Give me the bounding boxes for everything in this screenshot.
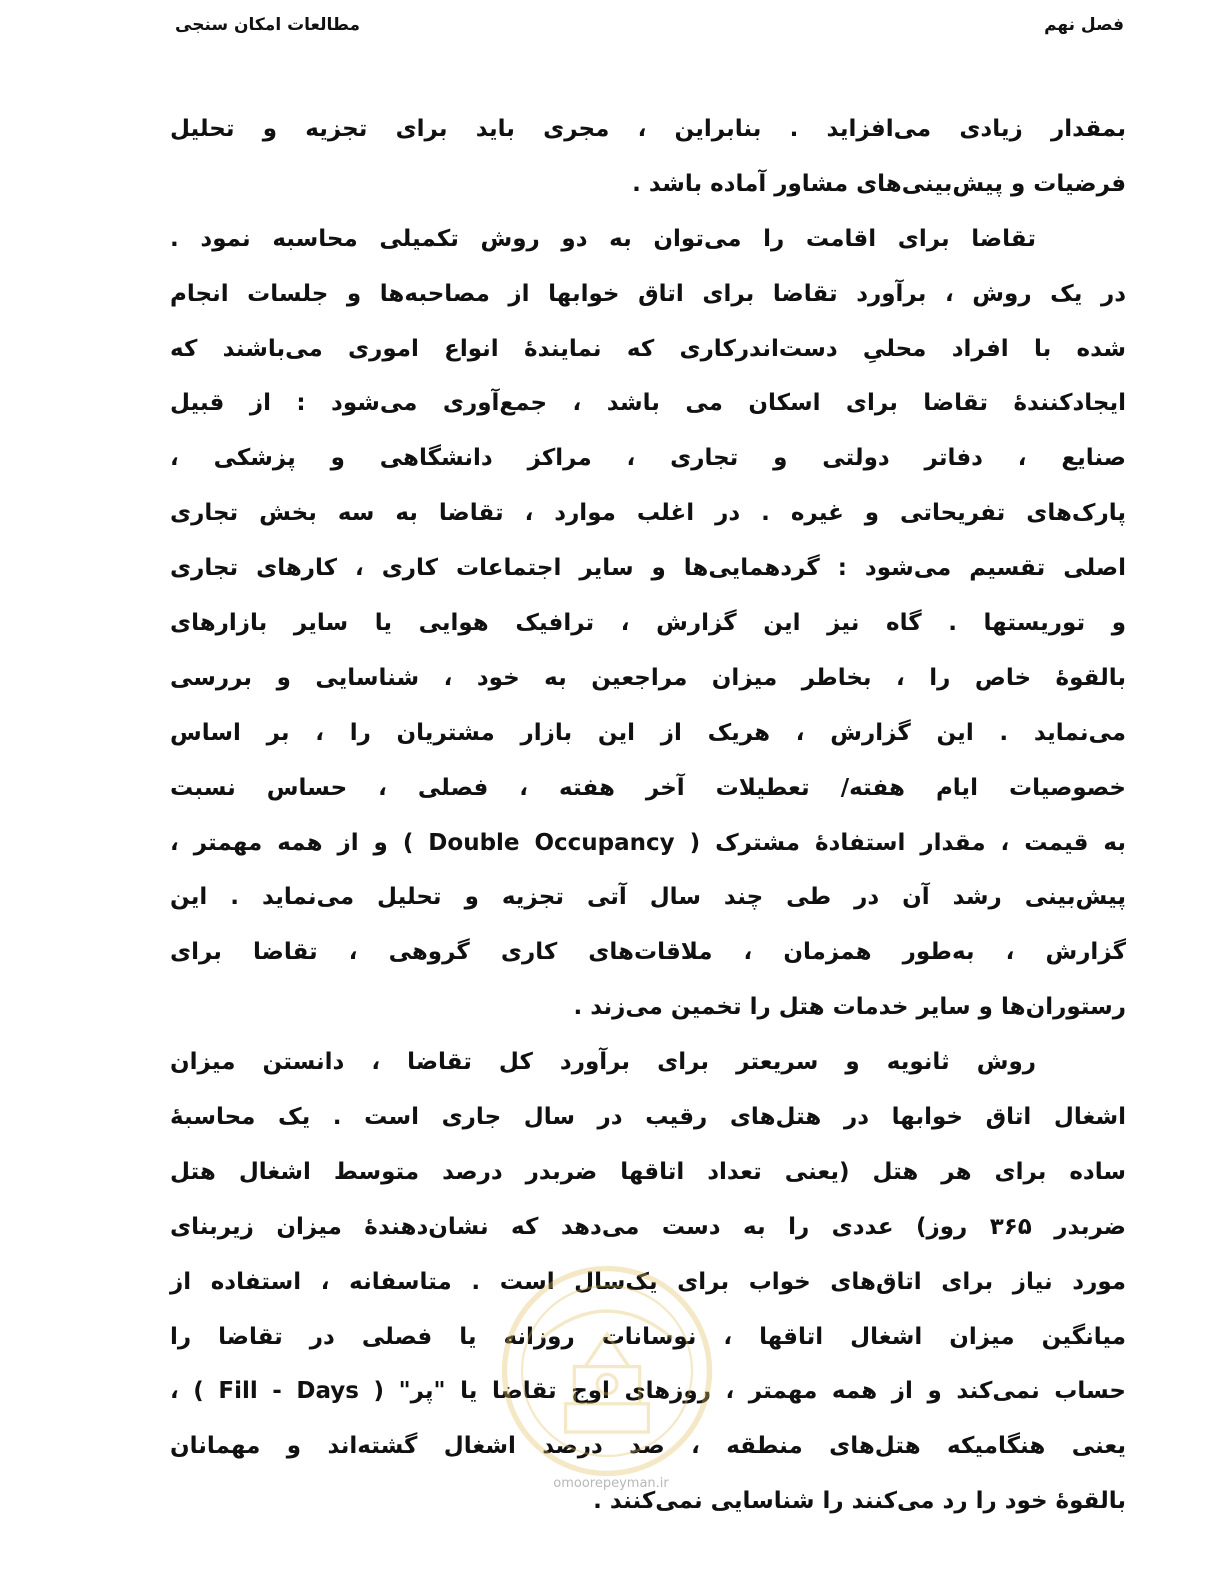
text-line: فرضیات و پیش‌بینی‌های مشاور آماده باشد . bbox=[632, 170, 1126, 197]
text-line: حساب نمی‌کند و از همه مهمتر ، روزهای اوج تقاضا یا "پر" ( Fill - Days ) ، bbox=[170, 1378, 1126, 1405]
text-line: ضربدر ۳۶۵ روز) عددی را به دست می‌دهد که نشان‌دهندهٔ میزان زیربنای bbox=[170, 1213, 1127, 1240]
text-line: در یک روش ، برآورد تقاضا برای اتاق خوابها از مصاحبه‌ها و جلسات انجام bbox=[170, 280, 1126, 307]
text-line: میانگین میزان اشغال اتاقها ، نوسانات روزانه یا فصلی در تقاضا را bbox=[170, 1323, 1126, 1350]
text-line: صنایع ، دفاتر دولتی و تجاری ، مراکز دانشگاهی و پزشکی ، bbox=[170, 445, 1126, 472]
book-title: مطالعات امکان سنجی bbox=[175, 15, 360, 35]
text-line: ساده برای هر هتل (یعنی تعداد اتاقها ضربدر درصد متوسط اشغال هتل bbox=[170, 1158, 1126, 1185]
text-line: تقاضا برای اقامت را می‌توان به دو روش تکمیلی محاسبه نمود . bbox=[170, 225, 1036, 252]
text-line: خصوصیات ایام هفته/ تعطیلات آخر هفته ، فصلی ، حساس نسبت bbox=[170, 774, 1126, 801]
chapter-title: فصل نهم bbox=[1044, 15, 1124, 35]
text-line: گزارش ، به‌طور همزمان ، ملاقات‌های کاری گروهی ، تقاضا برای bbox=[170, 939, 1126, 966]
watermark-url: omoorepeyman.ir bbox=[553, 1476, 669, 1491]
text-line: رستوران‌ها و سایر خدمات هتل را تخمین می‌زند . bbox=[573, 994, 1126, 1021]
text-line: ایجادکنندهٔ تقاضا برای اسکان می باشد ، جمع‌آوری می‌شود : از قبیل bbox=[170, 390, 1126, 417]
text-line: پارک‌های تفریحاتی و غیره . در اغلب موارد ، تقاضا به سه بخش تجاری bbox=[170, 500, 1126, 527]
text-line: اشغال اتاق خوابها در هتل‌های رقیب در سال جاری است . یک محاسبهٔ bbox=[170, 1104, 1126, 1131]
page-header bbox=[175, 8, 1124, 42]
text-line: بالقوهٔ خاص را ، بخاطر میزان مراجعین به خود ، شناسایی و بررسی bbox=[170, 664, 1126, 691]
text-line: بالقوهٔ خود را رد می‌کنند را شناسایی نمی‌کنند . bbox=[593, 1488, 1126, 1515]
text-line: مورد نیاز برای اتاق‌های خواب برای یک‌سال است . متاسفانه ، استفاده از bbox=[170, 1268, 1126, 1295]
text-line: روش ثانویه و سریعتر برای برآورد کل تقاضا ، دانستن میزان bbox=[170, 1049, 1036, 1076]
text-line: یعنی هنگامیکه هتل‌های منطقه ، صد درصد اشغال گشته‌اند و مهمانان bbox=[170, 1433, 1126, 1460]
text-line: بمقدار زیادی می‌افزاید . بنابراین ، مجری باید برای تجزیه و تحلیل bbox=[170, 116, 1126, 142]
body-text bbox=[170, 102, 1126, 1529]
text-line: می‌نماید . این گزارش ، هریک از این بازار مشتریان را ، بر اساس bbox=[170, 719, 1126, 746]
text-line: اصلی تقسیم می‌شود : گردهمایی‌ها و سایر اجتماعات کاری ، کارهای تجاری bbox=[170, 555, 1126, 582]
text-line: شده با افراد محلیِ دست‌اندرکاری که نمایندهٔ انواع اموری می‌باشند که bbox=[170, 335, 1126, 362]
text-line: پیش‌بینی رشد آن در طی چند سال آتی تجزیه و تحلیل می‌نماید . این bbox=[170, 884, 1126, 911]
text-line: و توریستها . گاه نیز این گزارش ، ترافیک هوایی یا سایر بازارهای bbox=[170, 610, 1126, 637]
text-line: به قیمت ، مقدار استفادهٔ مشترک ( Double Occupancy ) و از همه مهمتر ، bbox=[170, 829, 1126, 856]
